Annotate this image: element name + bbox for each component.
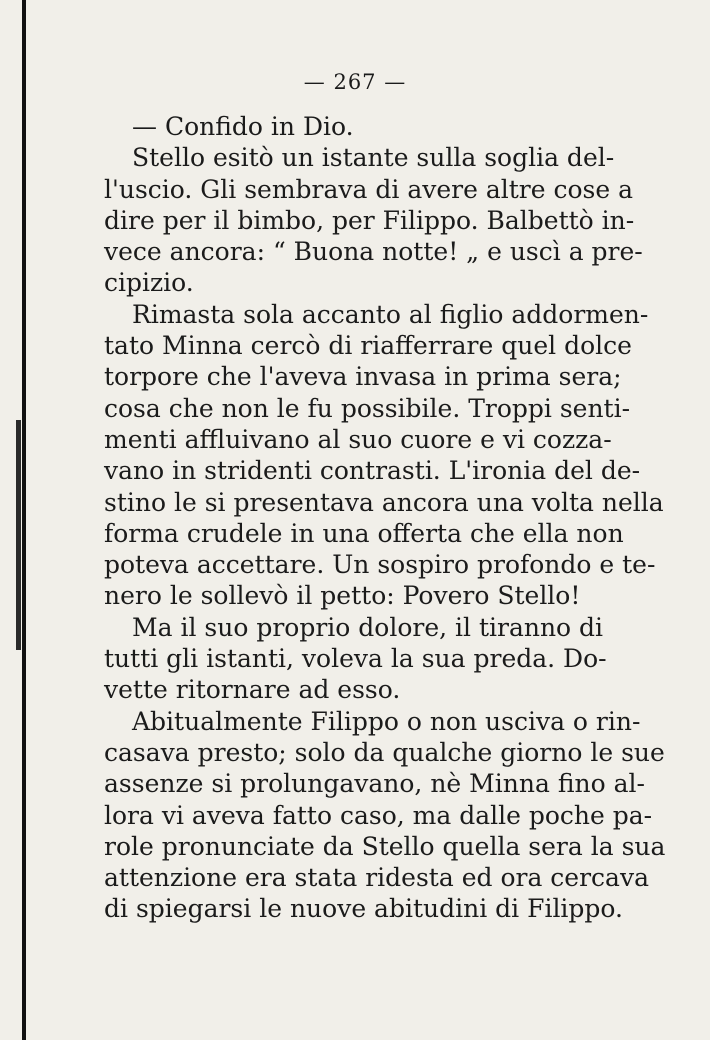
text-line: poteva accettare. Un sospiro profondo e te- [104, 550, 656, 580]
text-line: vette ritornare ad esso. [104, 675, 401, 705]
text-line: dire per il bimbo, per Filippo. Balbettò in- [104, 205, 635, 235]
binding-edge [22, 0, 26, 1040]
text-line: vano in stridenti contrasti. L'ironia del de- [104, 456, 641, 486]
text-line: Ma il suo proprio dolore, il tiranno di [132, 612, 604, 642]
text-line: assenze si prolungavano, nè Minna fino al- [104, 769, 645, 799]
text-line: tato Minna cercò di riafferrare quel dolce [104, 331, 632, 361]
body-text [104, 111, 666, 925]
text-line: role pronunciate da Stello quella sera la sua [104, 831, 666, 861]
text-line: Abitualmente Filippo o non usciva o rin- [132, 706, 641, 736]
text-line: menti affluivano al suo cuore e vi cozza- [104, 424, 612, 454]
page-number: — 267 — [303, 70, 407, 94]
text-line: torpore che l'aveva invasa in prima sera; [104, 362, 622, 392]
text-line: Stello esitò un istante sulla soglia del- [132, 143, 615, 173]
text-line: l'uscio. Gli sembrava di avere altre cose a [104, 174, 634, 204]
text-line: casava presto; solo da qualche giorno le sue [104, 737, 665, 767]
text-line: cosa che non le fu possibile. Troppi senti- [104, 393, 631, 423]
text-line: lora vi aveva fatto caso, ma dalle poche pa- [104, 800, 653, 830]
text-line: tutti gli istanti, voleva la sua preda. Do- [104, 644, 607, 674]
text-line: — Confido in Dio. [132, 112, 354, 141]
binding-shadow [16, 420, 21, 650]
text-line: cipizio. [104, 268, 194, 298]
text-line: stino le si presentava ancora una volta nella [104, 487, 664, 517]
text-line: attenzione era stata ridesta ed ora cercava [104, 863, 649, 893]
text-line: forma crudele in una offerta che ella non [104, 518, 624, 548]
text-line: Rimasta sola accanto al figlio addormen- [132, 299, 649, 329]
text-line: vece ancora: “ Buona notte! „ e uscì a pre- [104, 237, 643, 267]
text-line: nero le sollevò il petto: Povero Stello! [104, 581, 581, 611]
text-line: di spiegarsi le nuove abitudini di Filippo. [104, 894, 623, 924]
